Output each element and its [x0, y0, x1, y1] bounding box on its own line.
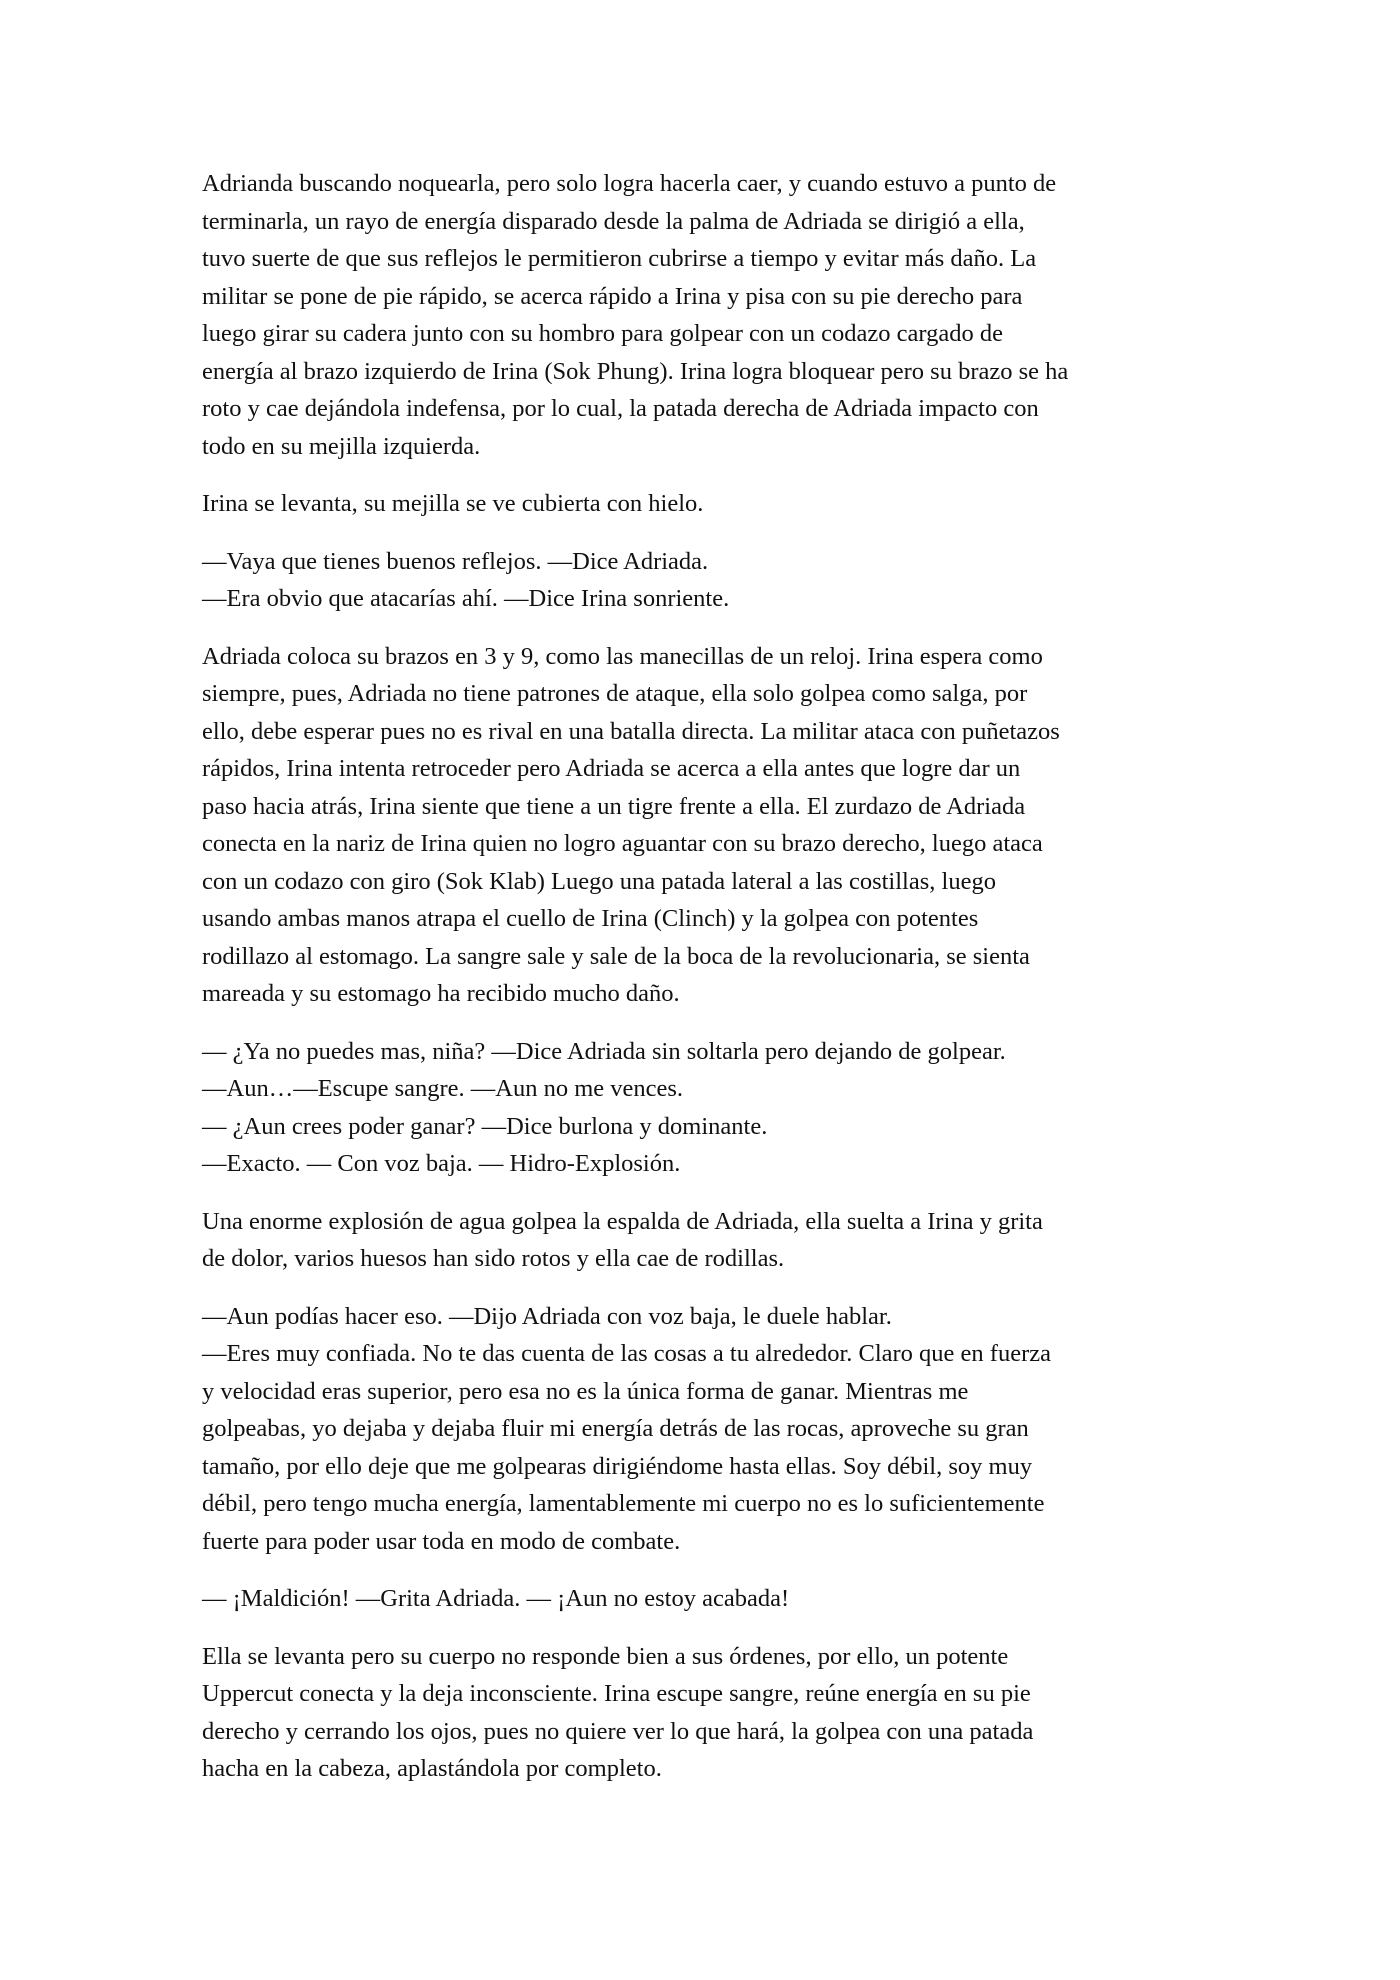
dialogue-line: —Vaya que tienes buenos reflejos. —Dice Adriada.: [202, 547, 709, 575]
dialogue-line: —Aun podías hacer eso. —Dijo Adriada con voz baja, le duele hablar.: [202, 1302, 892, 1330]
dialogue-line: —Aun…—Escupe sangre. —Aun no me vences.: [202, 1075, 684, 1102]
text-line: tuvo suerte de que sus reflejos le permitieron cubrirse a tiempo y evitar más daño. La: [202, 245, 1037, 272]
paragraph-adriada-attack: [202, 638, 1212, 1013]
text-line: derecho y cerrando los ojos, pues no quiere ver lo que hará, la golpea con una patada: [202, 1717, 1034, 1745]
text-line: de dolor, varios huesos han sido rotos y ella cae de rodillas.: [202, 1245, 785, 1272]
text-line: Una enorme explosión de agua golpea la espalda de Adriada, ella suelta a Irina y grita: [202, 1207, 1043, 1235]
text-line: mareada y su estomago ha recibido mucho daño.: [202, 980, 680, 1007]
text-line: militar se pone de pie rápido, se acerca rápido a Irina y pisa con su pie derecho para: [202, 282, 1023, 310]
dialogue-line: y velocidad eras superior, pero esa no es la única forma de ganar. Mientras me: [202, 1377, 969, 1405]
text-line: rodillazo al estomago. La sangre sale y sale de la boca de la revolucionaria, se sienta: [202, 942, 1030, 970]
dialogue-line: — ¡Maldición! —Grita Adriada. — ¡Aun no estoy acabada!: [202, 1585, 790, 1612]
text-line: Uppercut conecta y la deja inconsciente. Irina escupe sangre, reúne energía en su pie: [202, 1680, 1031, 1707]
dialogue-line: —Eres muy confiada. No te das cuenta de las cosas a tu alrededor. Claro que en fuerza: [202, 1340, 1051, 1367]
text-line: paso hacia atrás, Irina siente que tiene a un tigre frente a ella. El zurdazo de Adriada: [202, 792, 1026, 820]
paragraph-fight-opening: [202, 165, 1212, 465]
dialogue-reflexes: [202, 543, 1212, 618]
dialogue-explanation: [202, 1298, 1212, 1561]
text-line: roto y cae dejándola indefensa, por lo cual, la patada derecha de Adriada impacto con: [202, 395, 1039, 422]
dialogue-line: débil, pero tengo mucha energía, lamentablemente mi cuerpo no es lo suficientemente: [202, 1490, 1045, 1517]
paragraph-explosion: [202, 1203, 1212, 1278]
text-line: rápidos, Irina intenta retroceder pero Adriada se acerca a ella antes que logre dar un: [202, 755, 1021, 782]
text-line: usando ambas manos atrapa el cuello de Irina (Clinch) y la golpea con potentes: [202, 905, 979, 932]
text-line: Irina se levanta, su mejilla se ve cubierta con hielo.: [202, 490, 704, 517]
dialogue-line: golpeabas, yo dejaba y dejaba fluir mi energía detrás de las rocas, aproveche su gran: [202, 1415, 1029, 1442]
text-line: todo en su mejilla izquierda.: [202, 432, 481, 460]
text-line: luego girar su cadera junto con su hombro para golpear con un codazo cargado de: [202, 320, 1003, 347]
text-line: terminarla, un rayo de energía disparado desde la palma de Adriada se dirigió a ella,: [202, 207, 1025, 235]
dialogue-maldicion: [202, 1580, 1212, 1618]
dialogue-line: —Era obvio que atacarías ahí. —Dice Irina sonriente.: [202, 585, 730, 612]
dialogue-hidro-explosion: [202, 1033, 1212, 1183]
paragraph-irina-rises: [202, 485, 1212, 523]
dialogue-line: tamaño, por ello deje que me golpearas dirigiéndome hasta ellas. Soy débil, soy muy: [202, 1452, 1033, 1480]
text-line: Adrianda buscando noquearla, pero solo logra hacerla caer, y cuando estuvo a punto de: [202, 170, 1057, 197]
text-line: siempre, pues, Adriada no tiene patrones de ataque, ella solo golpea como salga, por: [202, 680, 1028, 707]
text-line: con un codazo con giro (Sok Klab) Luego una patada lateral a las costillas, luego: [202, 867, 996, 895]
dialogue-line: — ¿Aun crees poder ganar? —Dice burlona y dominante.: [202, 1112, 768, 1140]
text-line: Ella se levanta pero su cuerpo no responde bien a sus órdenes, por ello, un potente: [202, 1642, 1009, 1670]
text-line: ello, debe esperar pues no es rival en una batalla directa. La militar ataca con puñetazos: [202, 717, 1060, 745]
text-line: conecta en la nariz de Irina quien no logro aguantar con su brazo derecho, luego ataca: [202, 830, 1043, 857]
dialogue-line: fuerte para poder usar toda en modo de combate.: [202, 1527, 681, 1555]
dialogue-line: — ¿Ya no puedes mas, niña? —Dice Adriada sin soltarla pero dejando de golpear.: [202, 1037, 1006, 1065]
text-line: energía al brazo izquierdo de Irina (Sok Phung). Irina logra bloquear pero su brazo se ha: [202, 357, 1069, 385]
paragraph-finale: [202, 1638, 1212, 1788]
text-line: Adriada coloca su brazos en 3 y 9, como las manecillas de un reloj. Irina espera como: [202, 642, 1043, 670]
dialogue-line: —Exacto. — Con voz baja. — Hidro-Explosión.: [202, 1150, 681, 1177]
document-page: [202, 165, 1212, 1808]
text-line: hacha en la cabeza, aplastándola por completo.: [202, 1755, 662, 1782]
